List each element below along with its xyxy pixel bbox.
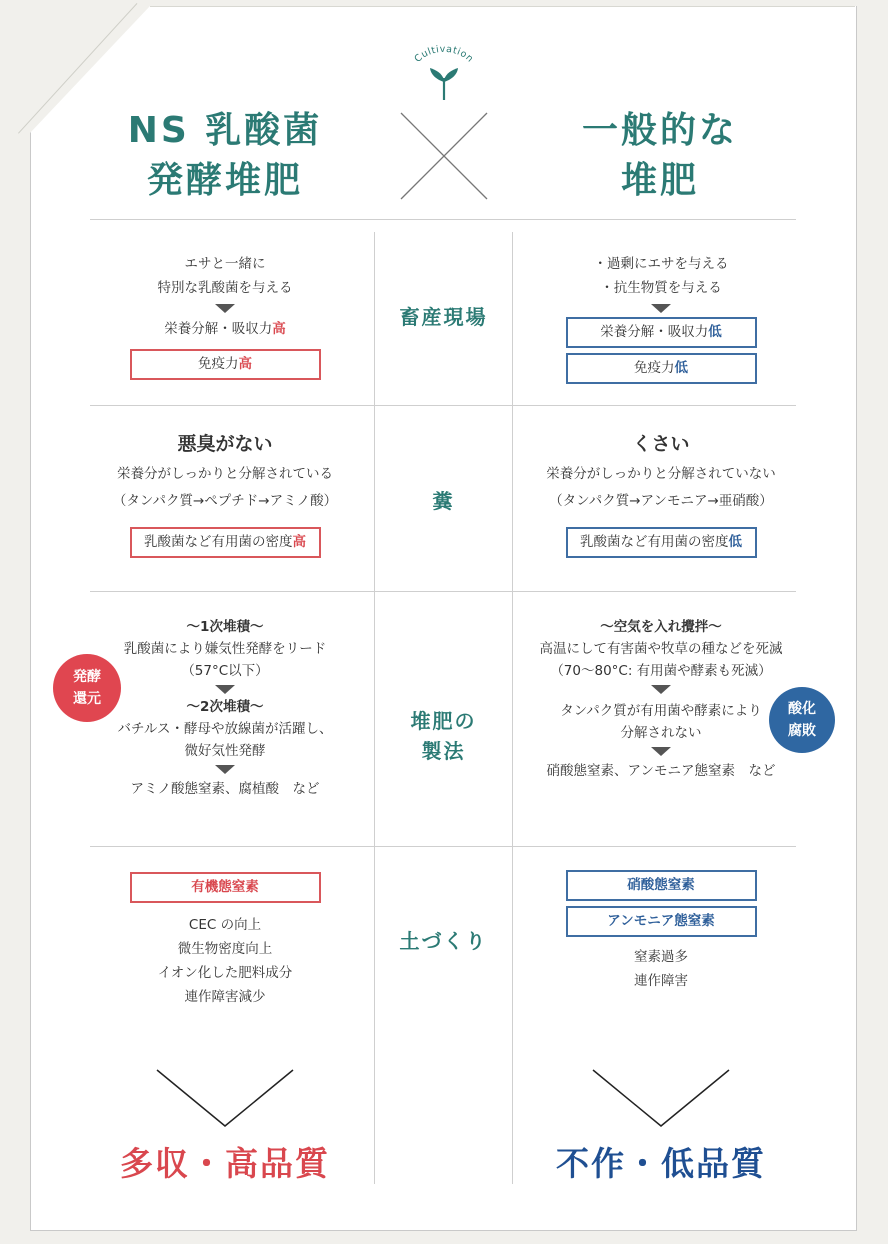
text-line: 連作障害減少 bbox=[184, 989, 266, 1005]
heading: 悪臭がない bbox=[177, 433, 273, 455]
svg-text:Cultivation bbox=[412, 44, 475, 65]
row3-right bbox=[516, 616, 806, 782]
row1-left bbox=[100, 252, 350, 380]
row4-left bbox=[100, 872, 350, 1009]
down-arrow-icon bbox=[215, 685, 235, 694]
divider bbox=[90, 591, 796, 592]
row-label-livestock: 畜産現場 bbox=[399, 305, 488, 329]
down-arrow-icon bbox=[215, 304, 235, 313]
text-line: バチルス・酵母や放線菌が活躍し、 bbox=[117, 721, 333, 737]
right-title bbox=[540, 106, 780, 206]
left-title bbox=[100, 106, 350, 206]
text-line: CEC の向上 bbox=[188, 917, 262, 933]
result-line: アミノ酸態窒素、腐植酸 など bbox=[130, 781, 320, 797]
text-line: 栄養分解・吸収力高 bbox=[164, 321, 286, 337]
density-low-box: 乳酸菌など有用菌の密度低 bbox=[566, 527, 757, 558]
fermentation-badge: 発酵 還元 bbox=[53, 654, 121, 722]
oxidation-badge: 酸化 腐敗 bbox=[769, 687, 835, 753]
down-arrow-icon bbox=[651, 685, 671, 694]
text-line: 栄養分がしっかりと分解されていない bbox=[546, 466, 776, 482]
result-line: 硝酸態窒素、アンモニア態窒素 など bbox=[546, 763, 776, 779]
left-title-line-2: 発酵堆肥 bbox=[146, 160, 303, 201]
immunity-low-box: 免疫力低 bbox=[566, 353, 757, 384]
down-arrow-icon bbox=[651, 747, 671, 756]
step-title: 〜空気を入れ攪拌〜 bbox=[600, 619, 722, 635]
row1-right bbox=[536, 252, 786, 384]
text-line: 微好気性発酵 bbox=[184, 743, 266, 759]
text-line: 分解されない bbox=[620, 725, 702, 741]
text-line: （タンパク質→アンモニア→亜硝酸） bbox=[549, 493, 773, 509]
text-line: （タンパク質→ペプチド→アミノ酸） bbox=[112, 493, 338, 509]
versus-x-icon bbox=[400, 112, 488, 200]
text-line: 乳酸菌により嫌気性発酵をリード bbox=[123, 641, 327, 657]
text-line: 特別な乳酸菌を与える bbox=[157, 280, 293, 296]
text-line: ・過剰にエサを与える bbox=[593, 256, 729, 272]
text-line: イオン化した肥料成分 bbox=[157, 965, 293, 981]
outcome-right: 不作・低品質 bbox=[556, 1144, 766, 1183]
text-line: 窒素過多 bbox=[634, 949, 688, 965]
text-line: 連作障害 bbox=[634, 973, 688, 989]
outcome-left: 多収・高品質 bbox=[120, 1144, 330, 1183]
label-line: 堆肥の bbox=[410, 709, 477, 733]
left-title-line-1: NS 乳酸菌 bbox=[127, 110, 323, 151]
text-line: 高温にして有害菌や牧草の種などを死滅 bbox=[539, 641, 783, 657]
column-divider bbox=[512, 232, 513, 1184]
down-arrow-icon bbox=[215, 765, 235, 774]
text-line: タンパク質が有用菌や酵素により bbox=[560, 703, 762, 719]
nitrate-nitrogen-box: 硝酸態窒素 bbox=[566, 870, 757, 901]
row-label-soil: 土づくり bbox=[399, 929, 488, 953]
density-high-box: 乳酸菌など有用菌の密度高 bbox=[130, 527, 321, 558]
chevron-down-icon bbox=[155, 1068, 295, 1128]
cultivation-sprout-icon bbox=[404, 40, 484, 102]
divider bbox=[90, 405, 796, 406]
organic-nitrogen-box: 有機態窒素 bbox=[130, 872, 321, 903]
text-line: （70〜80°C: 有用菌や酵素も死滅） bbox=[550, 663, 772, 679]
row2-right bbox=[526, 428, 796, 558]
text-line: ・抗生物質を与える bbox=[600, 280, 722, 296]
text-line: エサと一緒に bbox=[184, 256, 266, 272]
down-arrow-icon bbox=[651, 304, 671, 313]
chevron-down-icon bbox=[591, 1068, 731, 1128]
card-edge bbox=[150, 6, 855, 7]
nutrition-low-box: 栄養分解・吸収力低 bbox=[566, 317, 757, 348]
immunity-high-box: 免疫力高 bbox=[130, 349, 321, 380]
row2-left bbox=[90, 428, 360, 558]
text-line: 微生物密度向上 bbox=[177, 941, 273, 957]
cultivation-label: Cultivation bbox=[412, 43, 476, 65]
right-title-line-2: 堆肥 bbox=[620, 160, 699, 201]
divider bbox=[90, 846, 796, 847]
step-title: 〜1次堆積〜 bbox=[186, 619, 264, 635]
ammonia-nitrogen-box: アンモニア態窒素 bbox=[566, 906, 757, 937]
step-title: 〜2次堆積〜 bbox=[186, 699, 264, 715]
text-line: 栄養分がしっかりと分解されている bbox=[117, 466, 333, 482]
row-label-manure: 糞 bbox=[432, 489, 455, 513]
row3-left bbox=[100, 616, 350, 800]
right-title-line-1: 一般的な bbox=[581, 110, 738, 151]
divider bbox=[90, 219, 796, 220]
heading: くさい bbox=[632, 433, 690, 455]
row-label-method bbox=[375, 706, 512, 766]
row4-right bbox=[536, 870, 786, 993]
label-line: 製法 bbox=[421, 739, 466, 763]
text-line: （57°C以下） bbox=[181, 663, 269, 679]
